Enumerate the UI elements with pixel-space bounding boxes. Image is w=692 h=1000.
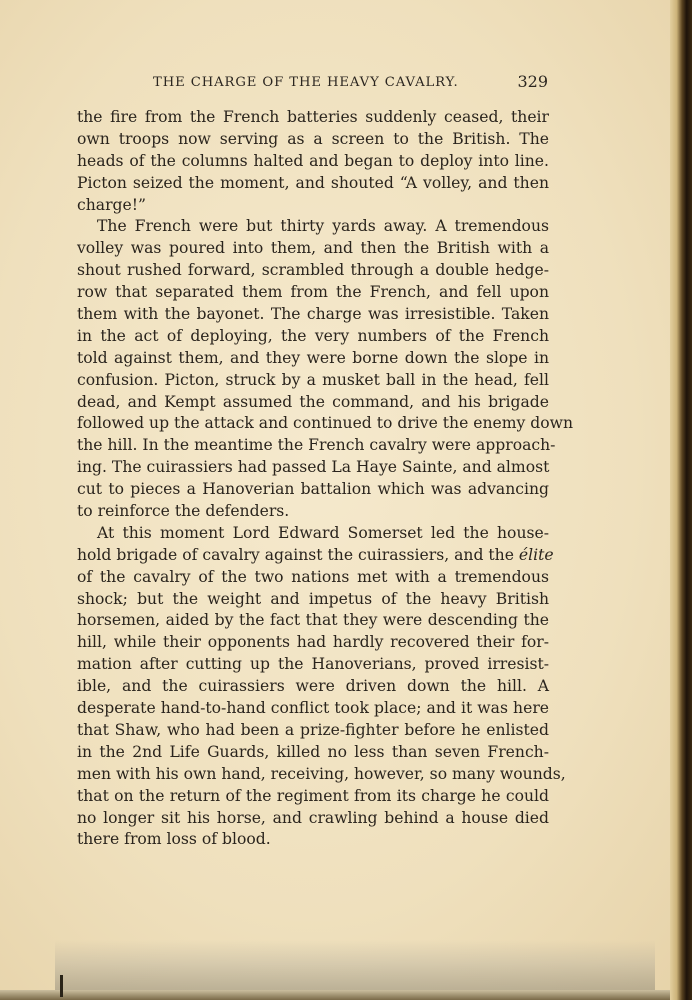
book-binding-edge [670, 0, 692, 1000]
italic-word: élite [518, 545, 554, 564]
text-line: that on the return of the regiment from its charge he could [77, 786, 549, 805]
body-text [77, 107, 574, 851]
text-line: ible, and the cuirassiers were driven down the hill. A [77, 677, 549, 696]
scan-artifact [60, 975, 63, 997]
text-line: shout rushed forward, scrambled through a double hedge- [77, 261, 549, 280]
text-line: hill, while their opponents had hardly recovered their for- [77, 633, 549, 652]
text-line: row that separated them from the French, and fell upon [77, 283, 549, 302]
text-line: the fire from the French batteries suddenly ceased, their [77, 108, 549, 126]
text-line [77, 545, 554, 567]
text-line: in the act of deploying, the very numbers of the French [77, 326, 549, 345]
page-bottom-edge [0, 990, 692, 1000]
text-line: horsemen, aided by the fact that they were descending the [77, 611, 549, 630]
text-line: in the 2nd Life Guards, killed no less than seven French- [77, 742, 549, 761]
text-line: confusion. Picton, struck by a musket ball in the head, fell [77, 370, 549, 389]
text-line: mation after cutting up the Hanoverians, proved irresist- [77, 655, 549, 674]
text-line: there from loss of blood. [77, 830, 271, 849]
text-line: no longer sit his horse, and crawling behind a house died [77, 808, 549, 827]
text-line: desperate hand-to-hand conflict took place; and it was here [77, 699, 549, 718]
page-number: 329 [517, 72, 548, 91]
text-line: the hill. In the meantime the French cavalry were approach- [77, 436, 556, 455]
running-title: THE CHARGE OF THE HEAVY CAVALRY. [153, 75, 459, 90]
text-line: shock; but the weight and impetus of the heavy British [77, 589, 549, 608]
text-line: them with the bayonet. The charge was irresistible. Taken [77, 305, 549, 324]
text-segment: hold brigade of cavalry against the cuirassiers, and the [77, 545, 519, 564]
text-line: told against them, and they were borne down the slope in [77, 348, 549, 367]
text-line: to reinforce the defenders. [77, 502, 290, 521]
text-line: ing. The cuirassiers had passed La Haye Sainte, and almost [77, 458, 550, 477]
text-line: Picton seized the moment, and shouted “A volley, and then [77, 173, 549, 192]
text-line: dead, and Kempt assumed the command, and his brigade [77, 392, 549, 411]
text-line: The French were but thirty yards away. A tremendous [97, 217, 549, 236]
text-line: volley was poured into them, and then the British with a [77, 239, 549, 258]
text-line: charge!” [77, 195, 146, 214]
text-line: cut to pieces a Hanoverian battalion which was advancing [77, 480, 549, 499]
text-line: At this moment Lord Edward Somerset led the house- [97, 523, 549, 542]
text-line: men with his own hand, receiving, however, so many wounds, [77, 764, 566, 783]
text-line: own troops now serving as a screen to the British. The [77, 129, 549, 148]
text-line: heads of the columns halted and began to deploy into line. [77, 151, 549, 170]
text-line: followed up the attack and continued to drive the enemy down [77, 414, 574, 433]
page-header [78, 72, 548, 96]
text-line: that Shaw, who had been a prize-fighter before he enlisted [77, 720, 549, 739]
text-line: of the cavalry of the two nations met with a tremendous [77, 567, 549, 586]
